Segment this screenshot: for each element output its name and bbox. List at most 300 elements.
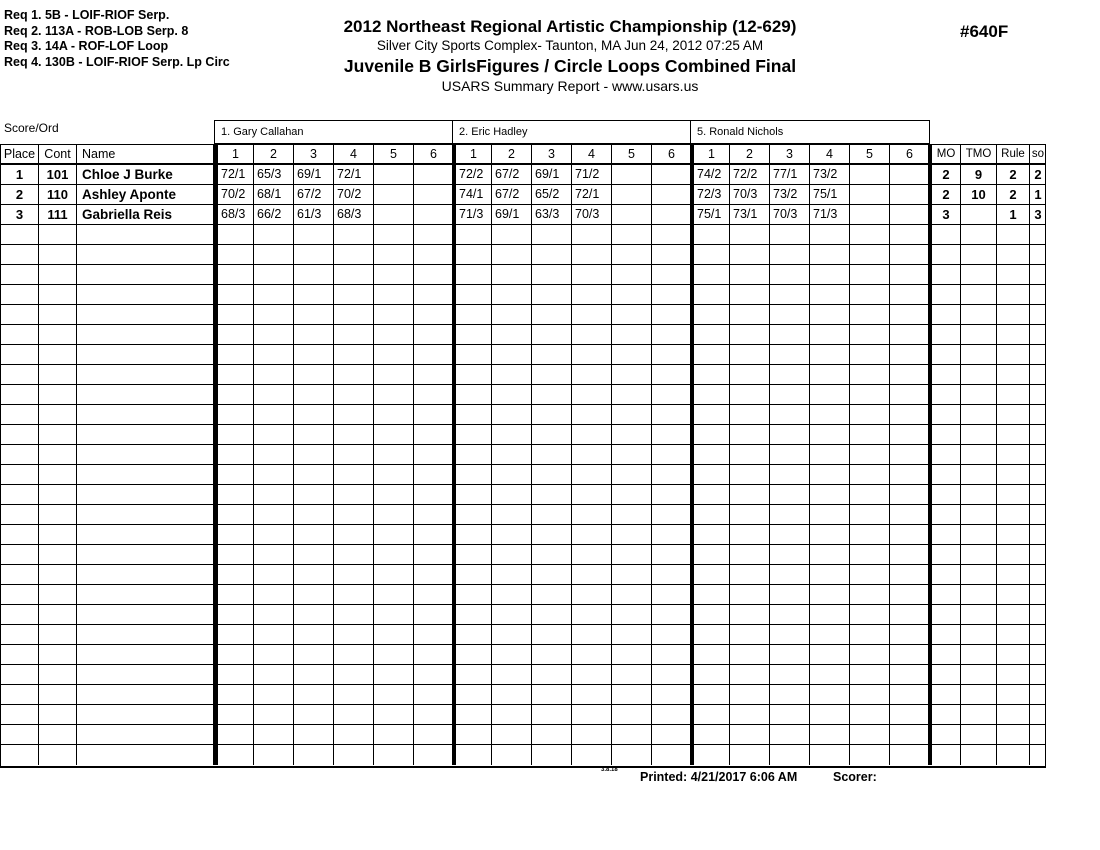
cell-judge3-2: 72/2	[730, 165, 770, 184]
cell-judge2-6	[652, 265, 692, 284]
cell-judge3-5	[850, 585, 890, 604]
cell-judge3-5	[850, 485, 890, 504]
table-row[interactable]	[1, 265, 1045, 285]
cell-judge1-5	[374, 685, 414, 704]
cell-place	[1, 685, 39, 704]
table-row[interactable]	[1, 425, 1045, 445]
cell-judge1-6	[414, 205, 454, 224]
cell-place	[1, 325, 39, 344]
table-row[interactable]	[1, 225, 1045, 245]
cell-judge2-5	[612, 625, 652, 644]
cell-judge1-1	[214, 565, 254, 584]
cell-judge3-2	[730, 305, 770, 324]
cell-judge3-2	[730, 505, 770, 524]
cell-judge1-4	[334, 265, 374, 284]
cell-judge3-4	[810, 665, 850, 684]
cell-mo: 2	[928, 165, 961, 184]
cell-tmo	[961, 425, 997, 444]
cell-rule	[997, 625, 1030, 644]
cell-judge3-6	[890, 285, 930, 304]
cell-judge3-1	[690, 405, 730, 424]
cell-judge2-3	[532, 265, 572, 284]
table-row[interactable]	[1, 705, 1045, 725]
cell-judge3-6	[890, 245, 930, 264]
cell-judge3-3	[770, 325, 810, 344]
table-header-row	[1, 145, 1045, 165]
cell-judge1-3	[294, 245, 334, 264]
cell-cont	[39, 745, 77, 765]
cell-judge2-5	[612, 545, 652, 564]
cell-judge2-3	[532, 585, 572, 604]
table-row[interactable]	[1, 625, 1045, 645]
requirement-line: Req 4. 130B - LOIF-RIOF Serp. Lp Circ	[4, 54, 230, 69]
cell-so	[1030, 545, 1046, 564]
cell-judge1-1: 70/2	[214, 185, 254, 204]
cell-name	[77, 365, 214, 384]
cell-judge3-3	[770, 645, 810, 664]
cell-judge1-6	[414, 325, 454, 344]
table-row[interactable]	[1, 525, 1045, 545]
score-sheet	[0, 120, 1046, 768]
cell-rule	[997, 645, 1030, 664]
cell-judge1-2	[254, 285, 294, 304]
table-row[interactable]	[1, 325, 1045, 345]
cell-mo	[928, 645, 961, 664]
table-row[interactable]	[1, 385, 1045, 405]
cell-judge2-5	[612, 445, 652, 464]
cell-judge1-3	[294, 225, 334, 244]
cell-judge2-4: 70/3	[572, 205, 612, 224]
cell-judge2-6	[652, 305, 692, 324]
cell-judge3-2	[730, 385, 770, 404]
cell-so: 2	[1034, 167, 1042, 182]
cell-rule	[997, 405, 1030, 424]
cell-judge1-3	[294, 605, 334, 624]
table-row[interactable]	[1, 645, 1045, 665]
table-row[interactable]	[1, 365, 1045, 385]
cell-judge1-6	[414, 365, 454, 384]
cell-judge2-4	[572, 705, 612, 724]
cell-rule	[997, 445, 1030, 464]
cell-name	[77, 545, 214, 564]
cell-judge2-1	[452, 305, 492, 324]
cell-name	[77, 585, 214, 604]
cell-judge1-3	[294, 345, 334, 364]
table-row[interactable]	[1, 285, 1045, 305]
cell-judge3-3: 73/2	[770, 185, 810, 204]
cell-judge1-2	[254, 525, 294, 544]
cell-judge2-4	[572, 605, 612, 624]
cell-judge1-1	[214, 385, 254, 404]
cell-judge1-6	[414, 605, 454, 624]
table-row[interactable]	[1, 165, 1045, 185]
cell-judge3-3	[770, 685, 810, 704]
cell-cont	[39, 385, 77, 404]
column-header-j1-2: 2	[254, 145, 294, 163]
cell-judge3-1: 75/1	[690, 205, 730, 224]
cell-judge3-2	[730, 645, 770, 664]
cell-place	[1, 545, 39, 564]
cell-judge1-3	[294, 545, 334, 564]
cell-judge3-5	[850, 345, 890, 364]
cell-tmo	[961, 705, 997, 724]
cell-judge1-1	[214, 605, 254, 624]
cell-judge3-4	[810, 565, 850, 584]
table-row[interactable]	[1, 725, 1045, 745]
column-header-j3-3: 3	[770, 145, 810, 163]
cell-tmo	[961, 525, 997, 544]
cell-judge3-3	[770, 745, 810, 765]
cell-judge2-1: 71/3	[452, 205, 492, 224]
cell-judge3-6	[890, 305, 930, 324]
table-row[interactable]	[1, 505, 1045, 525]
cell-judge2-6	[652, 725, 692, 744]
cell-judge3-5	[850, 325, 890, 344]
cell-judge3-1: 72/3	[690, 185, 730, 204]
cell-mo	[928, 285, 961, 304]
cell-judge2-6	[652, 545, 692, 564]
cell-judge1-2	[254, 665, 294, 684]
cell-place: 2	[1, 185, 39, 204]
cell-cont	[39, 665, 77, 684]
cell-judge2-5	[612, 405, 652, 424]
cell-judge2-4	[572, 745, 612, 765]
cell-judge3-2	[730, 285, 770, 304]
cell-judge1-2	[254, 685, 294, 704]
cell-judge1-5	[374, 505, 414, 524]
cell-judge1-5	[374, 185, 414, 204]
cell-judge1-2	[254, 445, 294, 464]
column-header-mo: MO	[928, 145, 961, 163]
cell-judge3-6	[890, 445, 930, 464]
cell-judge2-2	[492, 285, 532, 304]
cell-judge3-2	[730, 625, 770, 644]
cell-judge1-5	[374, 445, 414, 464]
cell-judge2-2	[492, 425, 532, 444]
cell-judge2-3	[532, 685, 572, 704]
cell-judge1-2	[254, 265, 294, 284]
cell-judge1-5	[374, 285, 414, 304]
cell-judge2-6	[652, 385, 692, 404]
cell-judge1-2	[254, 625, 294, 644]
cell-judge3-5	[850, 205, 890, 224]
cell-judge1-2	[254, 645, 294, 664]
cell-judge2-1	[452, 445, 492, 464]
cell-judge3-5	[850, 225, 890, 244]
cell-judge2-1	[452, 325, 492, 344]
cell-judge3-3	[770, 605, 810, 624]
table-row[interactable]	[1, 745, 1045, 765]
cell-judge1-5	[374, 605, 414, 624]
cell-judge1-5	[374, 265, 414, 284]
cell-so	[1030, 505, 1046, 524]
cell-rule	[997, 485, 1030, 504]
cell-judge1-3	[294, 685, 334, 704]
table-row[interactable]	[1, 205, 1045, 225]
cell-judge1-6	[414, 625, 454, 644]
cell-judge3-4	[810, 465, 850, 484]
cell-judge3-3	[770, 405, 810, 424]
column-header-j1-1: 1	[214, 145, 254, 163]
cell-judge3-1	[690, 305, 730, 324]
cell-judge1-3	[294, 285, 334, 304]
cell-so	[1030, 405, 1046, 424]
cell-judge3-2	[730, 585, 770, 604]
table-row[interactable]	[1, 405, 1045, 425]
cell-judge3-5	[850, 645, 890, 664]
table-row[interactable]	[1, 305, 1045, 325]
cell-judge1-1	[214, 245, 254, 264]
column-header-j1-5: 5	[374, 145, 414, 163]
cell-mo	[928, 685, 961, 704]
cell-judge2-4	[572, 465, 612, 484]
table-row[interactable]	[1, 485, 1045, 505]
cell-judge3-6	[890, 485, 930, 504]
cell-judge3-5	[850, 405, 890, 424]
cell-rule	[997, 665, 1030, 684]
cell-judge3-1	[690, 605, 730, 624]
cell-judge2-4	[572, 585, 612, 604]
column-header-tmo: TMO	[961, 145, 997, 163]
cell-judge2-3	[532, 745, 572, 765]
cell-judge2-2	[492, 725, 532, 744]
cell-judge1-6	[414, 185, 454, 204]
cell-judge2-4	[572, 625, 612, 644]
cell-judge3-1	[690, 285, 730, 304]
cell-judge1-3	[294, 405, 334, 424]
cell-judge3-5	[850, 745, 890, 765]
cell-name	[77, 725, 214, 744]
cell-judge2-1	[452, 265, 492, 284]
table-row[interactable]	[1, 345, 1045, 365]
cell-judge2-5	[612, 685, 652, 704]
table-row[interactable]	[1, 545, 1045, 565]
table-row[interactable]	[1, 585, 1045, 605]
cell-judge3-4	[810, 225, 850, 244]
cell-judge2-5	[612, 245, 652, 264]
cell-judge2-3	[532, 445, 572, 464]
table-row[interactable]	[1, 685, 1045, 705]
cell-judge1-4	[334, 225, 374, 244]
cell-judge2-1	[452, 345, 492, 364]
cell-rule: 2	[997, 165, 1030, 184]
cell-judge1-2	[254, 425, 294, 444]
cell-judge2-5	[612, 325, 652, 344]
cell-name	[77, 245, 214, 264]
cell-judge1-4	[334, 585, 374, 604]
cell-judge2-4	[572, 525, 612, 544]
cell-judge1-6	[414, 745, 454, 765]
cell-judge3-2	[730, 545, 770, 564]
cell-cont: 101	[39, 165, 77, 184]
cell-so	[1030, 385, 1046, 404]
cell-judge3-5	[850, 525, 890, 544]
cell-judge2-3	[532, 565, 572, 584]
cell-judge2-3	[532, 385, 572, 404]
cell-judge2-2	[492, 685, 532, 704]
cell-judge2-4	[572, 665, 612, 684]
cell-judge2-6	[652, 465, 692, 484]
cell-judge1-5	[374, 385, 414, 404]
cell-cont: 111	[39, 205, 77, 224]
table-row[interactable]	[1, 605, 1045, 625]
table-row[interactable]	[1, 665, 1045, 685]
cell-judge3-4	[810, 705, 850, 724]
cell-judge2-4	[572, 685, 612, 704]
cell-judge3-3	[770, 425, 810, 444]
cell-judge1-2	[254, 225, 294, 244]
cell-judge2-4	[572, 365, 612, 384]
cell-place	[1, 285, 39, 304]
cell-judge3-6	[890, 745, 930, 765]
table-row[interactable]	[1, 245, 1045, 265]
cell-mo	[928, 625, 961, 644]
cell-judge1-6	[414, 665, 454, 684]
cell-judge3-3	[770, 345, 810, 364]
cell-judge1-5	[374, 165, 414, 184]
cell-judge3-2	[730, 345, 770, 364]
cell-place: 3	[1, 205, 39, 224]
cell-judge3-2	[730, 685, 770, 704]
cell-judge2-1	[452, 285, 492, 304]
cell-mo	[928, 225, 961, 244]
cell-judge3-6	[890, 425, 930, 444]
cell-judge2-1	[452, 465, 492, 484]
cell-judge1-4	[334, 465, 374, 484]
cell-judge1-3	[294, 585, 334, 604]
cell-judge1-1	[214, 625, 254, 644]
cell-judge2-6	[652, 585, 692, 604]
cell-judge1-1: 72/1	[214, 165, 254, 184]
cell-mo	[928, 605, 961, 624]
cell-judge1-3	[294, 425, 334, 444]
cell-judge2-1	[452, 645, 492, 664]
cell-judge2-2	[492, 225, 532, 244]
cell-judge2-1	[452, 565, 492, 584]
cell-name	[77, 285, 214, 304]
cell-judge1-5	[374, 565, 414, 584]
cell-judge1-2	[254, 405, 294, 424]
cell-judge2-6	[652, 165, 692, 184]
cell-rule	[997, 605, 1030, 624]
cell-judge2-2	[492, 625, 532, 644]
cell-mo	[928, 365, 961, 384]
table-row[interactable]	[1, 445, 1045, 465]
cell-judge1-3: 61/3	[294, 205, 334, 224]
cell-judge1-1	[214, 265, 254, 284]
cell-name	[77, 665, 214, 684]
cell-judge3-4	[810, 625, 850, 644]
cell-judge1-4: 70/2	[334, 185, 374, 204]
cell-judge3-1	[690, 265, 730, 284]
cell-judge2-5	[612, 365, 652, 384]
cell-so	[1030, 705, 1046, 724]
cell-judge2-3	[532, 245, 572, 264]
cell-name	[77, 565, 214, 584]
cell-judge3-5	[850, 605, 890, 624]
cell-judge3-5	[850, 505, 890, 524]
cell-judge3-1	[690, 665, 730, 684]
column-header-so: so	[1031, 148, 1045, 160]
cell-judge2-6	[652, 525, 692, 544]
cell-judge2-3	[532, 305, 572, 324]
cell-so	[1030, 485, 1046, 504]
cell-name	[77, 485, 214, 504]
cell-judge2-1	[452, 525, 492, 544]
title-block	[260, 17, 880, 96]
cell-tmo	[961, 345, 997, 364]
cell-judge2-4	[572, 505, 612, 524]
cell-judge3-3	[770, 265, 810, 284]
cell-tmo	[961, 405, 997, 424]
cell-judge1-4	[334, 605, 374, 624]
cell-judge3-1	[690, 225, 730, 244]
cell-judge2-6	[652, 605, 692, 624]
cell-judge2-6	[652, 625, 692, 644]
cell-place	[1, 745, 39, 765]
cell-name	[77, 625, 214, 644]
cell-judge1-5	[374, 665, 414, 684]
cell-so	[1030, 645, 1046, 664]
cell-rule	[997, 425, 1030, 444]
cell-place: 1	[1, 165, 39, 184]
cell-judge2-6	[652, 185, 692, 204]
cell-judge1-1	[214, 685, 254, 704]
cell-judge2-5	[612, 585, 652, 604]
cell-rule	[997, 345, 1030, 364]
cell-judge2-2: 69/1	[492, 205, 532, 224]
cell-judge1-2	[254, 745, 294, 765]
cell-cont	[39, 365, 77, 384]
cell-judge3-5	[850, 265, 890, 284]
cell-judge1-4	[334, 705, 374, 724]
cell-cont	[39, 345, 77, 364]
cell-cont	[39, 245, 77, 264]
cell-judge1-3: 69/1	[294, 165, 334, 184]
cell-judge1-1	[214, 545, 254, 564]
cell-judge2-1	[452, 745, 492, 765]
cell-judge2-4	[572, 545, 612, 564]
cell-judge3-4	[810, 245, 850, 264]
cell-judge2-5	[612, 165, 652, 184]
cell-judge2-1	[452, 705, 492, 724]
table-row[interactable]	[1, 185, 1045, 205]
cell-cont: 110	[39, 185, 77, 204]
cell-tmo	[961, 445, 997, 464]
cell-judge3-3	[770, 445, 810, 464]
cell-judge3-6	[890, 405, 930, 424]
cell-judge1-3	[294, 505, 334, 524]
cell-judge2-1	[452, 505, 492, 524]
cell-judge2-3	[532, 405, 572, 424]
cell-judge1-6	[414, 225, 454, 244]
cell-name	[77, 685, 214, 704]
table-row[interactable]	[1, 565, 1045, 585]
table-row[interactable]	[1, 465, 1045, 485]
cell-mo	[928, 385, 961, 404]
cell-judge2-5	[612, 205, 652, 224]
cell-judge2-3	[532, 605, 572, 624]
cell-tmo	[961, 605, 997, 624]
cell-judge3-6	[890, 705, 930, 724]
cell-judge3-2	[730, 465, 770, 484]
cell-judge3-1	[690, 385, 730, 404]
cell-judge1-2	[254, 725, 294, 744]
cell-judge1-6	[414, 265, 454, 284]
cell-judge2-2: 67/2	[492, 165, 532, 184]
judge-header-2: 2. Eric Hadley	[452, 120, 692, 144]
cell-judge1-4	[334, 505, 374, 524]
